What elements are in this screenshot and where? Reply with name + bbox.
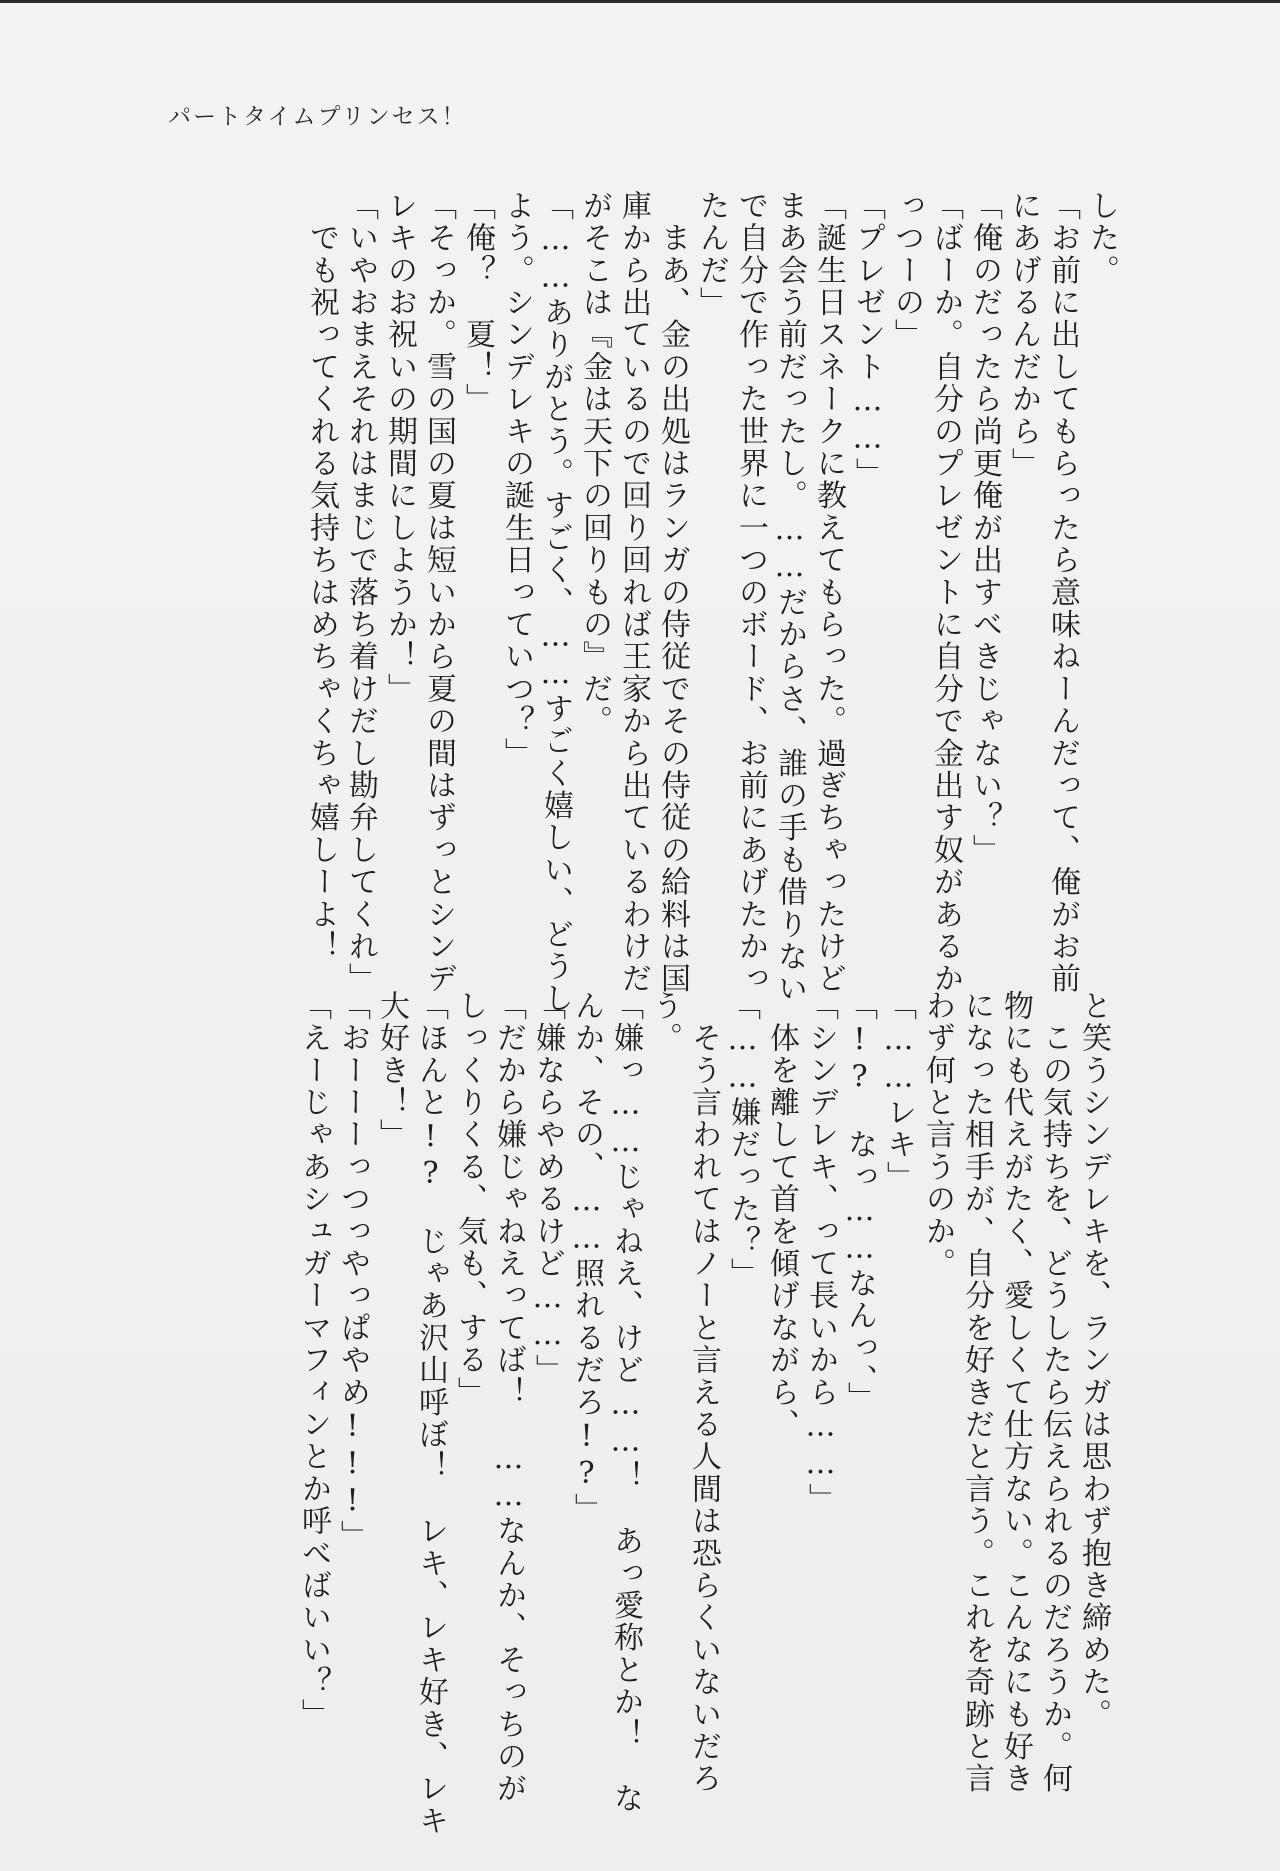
text-line: 「誕生日スネークに教えてもらった。過ぎちゃったけど: [811, 190, 846, 995]
text-line: んか、その、……照れるだろ!?」: [569, 990, 604, 1526]
text-line: でも祝ってくれる気持ちはめちゃくちゃ嬉しーよ！: [304, 190, 339, 963]
upper-text-block: [304, 190, 1119, 1015]
text-line: 「……レキ」: [881, 990, 916, 1194]
text-line: 物にも代えがたく、愛しくて仕方ない。こんなにも好き: [998, 990, 1033, 1795]
text-line: 「プレゼント……」: [850, 190, 885, 490]
text-line: 「嫌っ……じゃねえ、けど……！ あっ愛称とか！ な: [608, 990, 643, 1815]
text-line: にあげるんだから」: [1006, 190, 1041, 480]
text-line: まあ、金の出処はランガの侍従でその侍従の給料は国: [655, 190, 690, 995]
text-line: 大好き！」: [374, 990, 409, 1151]
text-line: わず何と言うのか。: [920, 990, 955, 1280]
text-line: っつーの」: [889, 190, 924, 351]
text-line: 「シンデレキ、って長いから……」: [803, 990, 838, 1516]
text-line: 「……ありがとう。すごく、……すごく嬉しい、どうし: [538, 190, 573, 1015]
text-line: まあ会う前だったし。……だからさ、誰の手も借りない: [772, 190, 807, 1005]
text-line: 「俺のだったら尚更俺が出すべきじゃない？」: [967, 190, 1002, 867]
text-line: 「そっか。雪の国の夏は短いから夏の間はずっとシンデ: [421, 190, 456, 995]
text-line: がそこは『金は天下の回りもの』だ。: [577, 190, 612, 738]
text-line: 「嫌ならやめるけど……」: [530, 990, 565, 1387]
text-line: 「俺？ 夏！」: [460, 190, 495, 416]
text-line: 「えーじゃあシュガーマフィンとか呼べばいい？」: [296, 990, 331, 1731]
text-line: 「だから嫌じゃねえってば！ ……なんか、そっちのが: [491, 990, 526, 1805]
text-line: した。: [1084, 190, 1119, 287]
text-line: よう。シンデレキの誕生日っていつ？」: [499, 190, 534, 770]
text-line: う。: [647, 990, 682, 1055]
running-title: パートタイムプリンセス！: [168, 104, 467, 130]
text-line: そう言われてはノーと言える人間は恐らくいないだろ: [686, 990, 721, 1795]
text-line: 庫から出ているので回り回れば王家から出ているわけだ: [616, 190, 651, 995]
text-line: 「ばーか。自分のプレゼントに自分で金出す奴があるか: [928, 190, 963, 995]
text-line: 体を離して首を傾げながら、: [764, 990, 799, 1441]
text-line: 「!? なっ……なんっ、」: [842, 990, 877, 1414]
text-line: で自分で作った世界に一つのボード、お前にあげたかっ: [733, 190, 768, 995]
text-line: 「いやおまえそれはまじで落ち着けだし勘弁してくれ」: [343, 190, 378, 995]
text-line: たんだ」: [694, 190, 729, 319]
lower-text-block: [296, 990, 1111, 1838]
text-line: 「おーーーっつっやっぱやめ!!!」: [335, 990, 370, 1553]
text-line: レキのお祝いの期間にしようか！」: [382, 190, 417, 706]
top-edge-rule: [0, 0, 1280, 3]
text-line: 「ほんと!? じゃあ沢山呼ぼ！ レキ、レキ好き、レキ: [413, 990, 448, 1838]
text-line: と笑うシンデレキを、ランガは思わず抱き締めた。: [1076, 990, 1111, 1731]
text-line: 「お前に出してもらったら意味ねーんだって、俺がお前: [1045, 190, 1080, 995]
text-line: しっくりくる、気も、する」: [452, 990, 487, 1409]
text-line: になった相手が、自分を好きだと言う。これを奇跡と言: [959, 990, 994, 1795]
text-line: 「……嫌だった？」: [725, 990, 760, 1290]
text-line: この気持ちを、どうしたら伝えられるのだろうか。何: [1037, 990, 1072, 1795]
